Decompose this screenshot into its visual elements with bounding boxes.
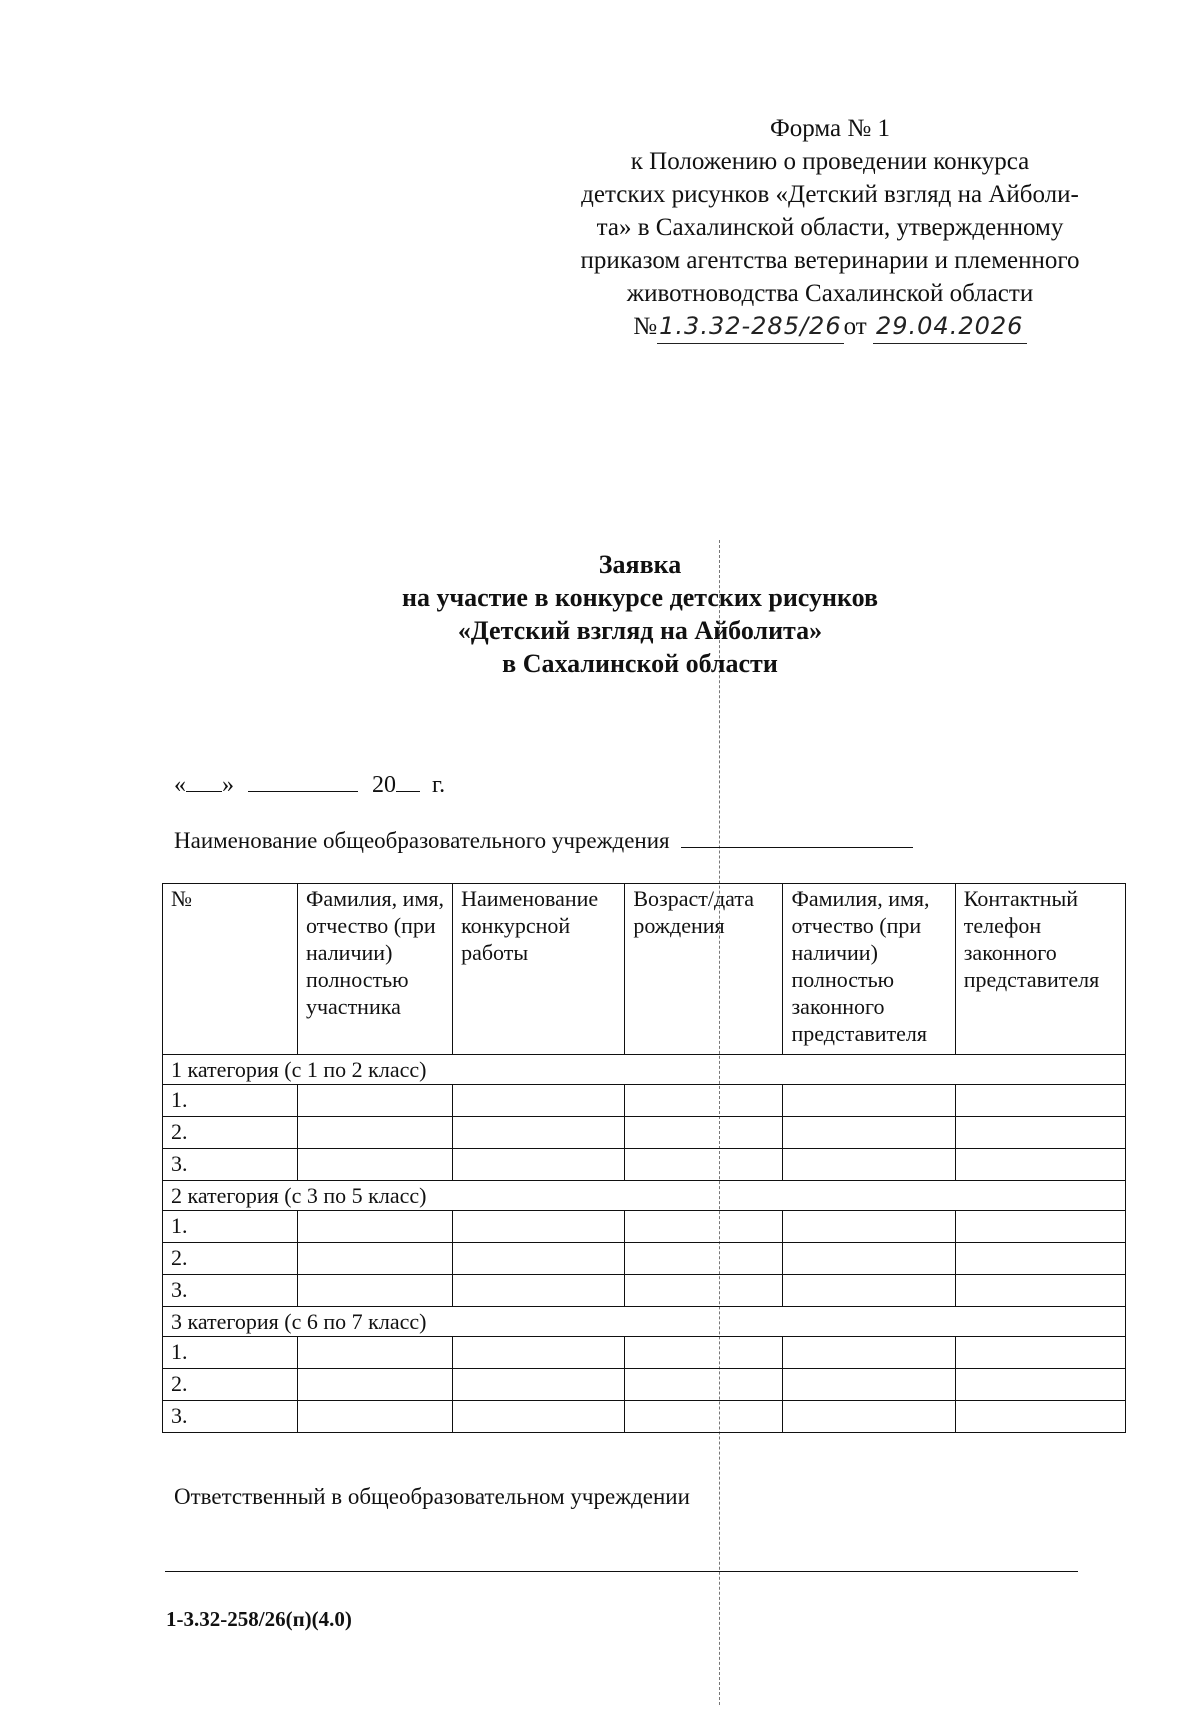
- date-line: [174, 772, 445, 799]
- document-code: 1-3.32-258/26(п)(4.0): [166, 1607, 352, 1631]
- table-header-row: [163, 884, 1126, 1055]
- participant-cell[interactable]: [297, 1243, 452, 1275]
- participant-cell[interactable]: [297, 1401, 452, 1433]
- work-cell[interactable]: [453, 1211, 625, 1243]
- phone-cell[interactable]: [955, 1085, 1125, 1117]
- order-from: от: [843, 313, 867, 340]
- header-work-title: Наименование конкурсной работы: [453, 884, 625, 1055]
- age-cell[interactable]: [625, 1117, 783, 1149]
- phone-cell[interactable]: [955, 1401, 1125, 1433]
- header-line-5: животноводства Сахалинской области: [626, 280, 1034, 307]
- representative-cell[interactable]: [783, 1211, 955, 1243]
- row-number: 2.: [163, 1243, 298, 1275]
- work-cell[interactable]: [453, 1117, 625, 1149]
- table-row: [163, 1085, 1126, 1117]
- representative-cell[interactable]: [783, 1243, 955, 1275]
- phone-cell[interactable]: [955, 1275, 1125, 1307]
- header-age: Возраст/дата рождения: [625, 884, 783, 1055]
- category-label: 3 категория (с 6 по 7 класс): [163, 1307, 1126, 1337]
- row-number: 1.: [163, 1085, 298, 1117]
- phone-cell[interactable]: [955, 1117, 1125, 1149]
- participant-cell[interactable]: [297, 1211, 452, 1243]
- age-cell[interactable]: [625, 1149, 783, 1181]
- order-reference: [520, 310, 1140, 344]
- header-contact-phone: Контактный телефон законного представителя: [955, 884, 1125, 1055]
- school-label: Наименование общеобразовательного учреждения: [174, 828, 670, 853]
- participant-cell[interactable]: [297, 1117, 452, 1149]
- participants-table: [162, 883, 1126, 1433]
- table-row: [163, 1211, 1126, 1243]
- category-row-3: [163, 1307, 1126, 1337]
- age-cell[interactable]: [625, 1211, 783, 1243]
- header-representative-name: Фамилия, имя, отчество (при наличии) полностью законного представителя: [783, 884, 955, 1055]
- participant-cell[interactable]: [297, 1337, 452, 1369]
- header-line-4: приказом агентства ветеринарии и племенного: [580, 247, 1080, 274]
- form-header: [520, 112, 1140, 344]
- row-number: 2.: [163, 1117, 298, 1149]
- category-label: 2 категория (с 3 по 5 класс): [163, 1181, 1126, 1211]
- header-line-2: детских рисунков «Детский взгляд на Айболи-: [581, 181, 1079, 208]
- phone-cell[interactable]: [955, 1149, 1125, 1181]
- phone-cell[interactable]: [955, 1211, 1125, 1243]
- year-prefix: 20: [372, 772, 396, 798]
- age-cell[interactable]: [625, 1337, 783, 1369]
- table-row: [163, 1243, 1126, 1275]
- school-line: [174, 828, 913, 854]
- participant-cell[interactable]: [297, 1369, 452, 1401]
- year-blank[interactable]: [396, 773, 420, 792]
- title-line-2: на участие в конкурсе детских рисунков: [401, 583, 879, 612]
- school-blank[interactable]: [681, 829, 913, 848]
- header-participant-name: Фамилия, имя, отчество (при наличии) полностью участника: [297, 884, 452, 1055]
- order-prefix: №: [633, 313, 658, 340]
- order-date-handwritten: 29.04.2026: [873, 310, 1027, 344]
- form-number: Форма № 1: [770, 115, 890, 142]
- row-number: 2.: [163, 1369, 298, 1401]
- age-cell[interactable]: [625, 1401, 783, 1433]
- title-line-1: Заявка: [598, 550, 682, 579]
- age-cell[interactable]: [625, 1369, 783, 1401]
- work-cell[interactable]: [453, 1243, 625, 1275]
- work-cell[interactable]: [453, 1401, 625, 1433]
- representative-cell[interactable]: [783, 1085, 955, 1117]
- work-cell[interactable]: [453, 1369, 625, 1401]
- row-number: 1.: [163, 1337, 298, 1369]
- header-line-1: к Положению о проведении конкурса: [630, 148, 1030, 175]
- phone-cell[interactable]: [955, 1243, 1125, 1275]
- header-line-3: та» в Сахалинской области, утвержденному: [596, 214, 1064, 241]
- month-blank[interactable]: [248, 773, 358, 792]
- header-number: №: [163, 884, 298, 1055]
- work-cell[interactable]: [453, 1337, 625, 1369]
- responsible-person-label: Ответственный в общеобразовательном учреждении: [174, 1484, 690, 1509]
- age-cell[interactable]: [625, 1085, 783, 1117]
- row-number: 3.: [163, 1275, 298, 1307]
- category-row-2: [163, 1181, 1126, 1211]
- day-blank[interactable]: [186, 773, 222, 792]
- category-row-1: [163, 1055, 1126, 1085]
- work-cell[interactable]: [453, 1149, 625, 1181]
- representative-cell[interactable]: [783, 1369, 955, 1401]
- title-line-3: «Детский взгляд на Айболита»: [457, 616, 823, 645]
- signature-line[interactable]: [165, 1571, 1078, 1572]
- participant-cell[interactable]: [297, 1149, 452, 1181]
- representative-cell[interactable]: [783, 1117, 955, 1149]
- category-label: 1 категория (с 1 по 2 класс): [163, 1055, 1126, 1085]
- table-row: [163, 1337, 1126, 1369]
- age-cell[interactable]: [625, 1275, 783, 1307]
- table-row: [163, 1149, 1126, 1181]
- phone-cell[interactable]: [955, 1337, 1125, 1369]
- order-number-handwritten: 1.3.32-285/26: [657, 310, 843, 344]
- work-cell[interactable]: [453, 1085, 625, 1117]
- work-cell[interactable]: [453, 1275, 625, 1307]
- year-suffix: г.: [432, 772, 446, 798]
- table-row: [163, 1369, 1126, 1401]
- participant-cell[interactable]: [297, 1085, 452, 1117]
- table-row: [163, 1401, 1126, 1433]
- row-number: 3.: [163, 1401, 298, 1433]
- representative-cell[interactable]: [783, 1337, 955, 1369]
- date-open-quote: «: [174, 772, 186, 798]
- age-cell[interactable]: [625, 1243, 783, 1275]
- row-number: 3.: [163, 1149, 298, 1181]
- row-number: 1.: [163, 1211, 298, 1243]
- representative-cell[interactable]: [783, 1401, 955, 1433]
- document-title: [300, 548, 980, 680]
- title-line-4: в Сахалинской области: [502, 649, 778, 678]
- participant-cell[interactable]: [297, 1275, 452, 1307]
- date-close-quote: »: [222, 772, 234, 798]
- table-row: [163, 1117, 1126, 1149]
- representative-cell[interactable]: [783, 1275, 955, 1307]
- table-row: [163, 1275, 1126, 1307]
- phone-cell[interactable]: [955, 1369, 1125, 1401]
- representative-cell[interactable]: [783, 1149, 955, 1181]
